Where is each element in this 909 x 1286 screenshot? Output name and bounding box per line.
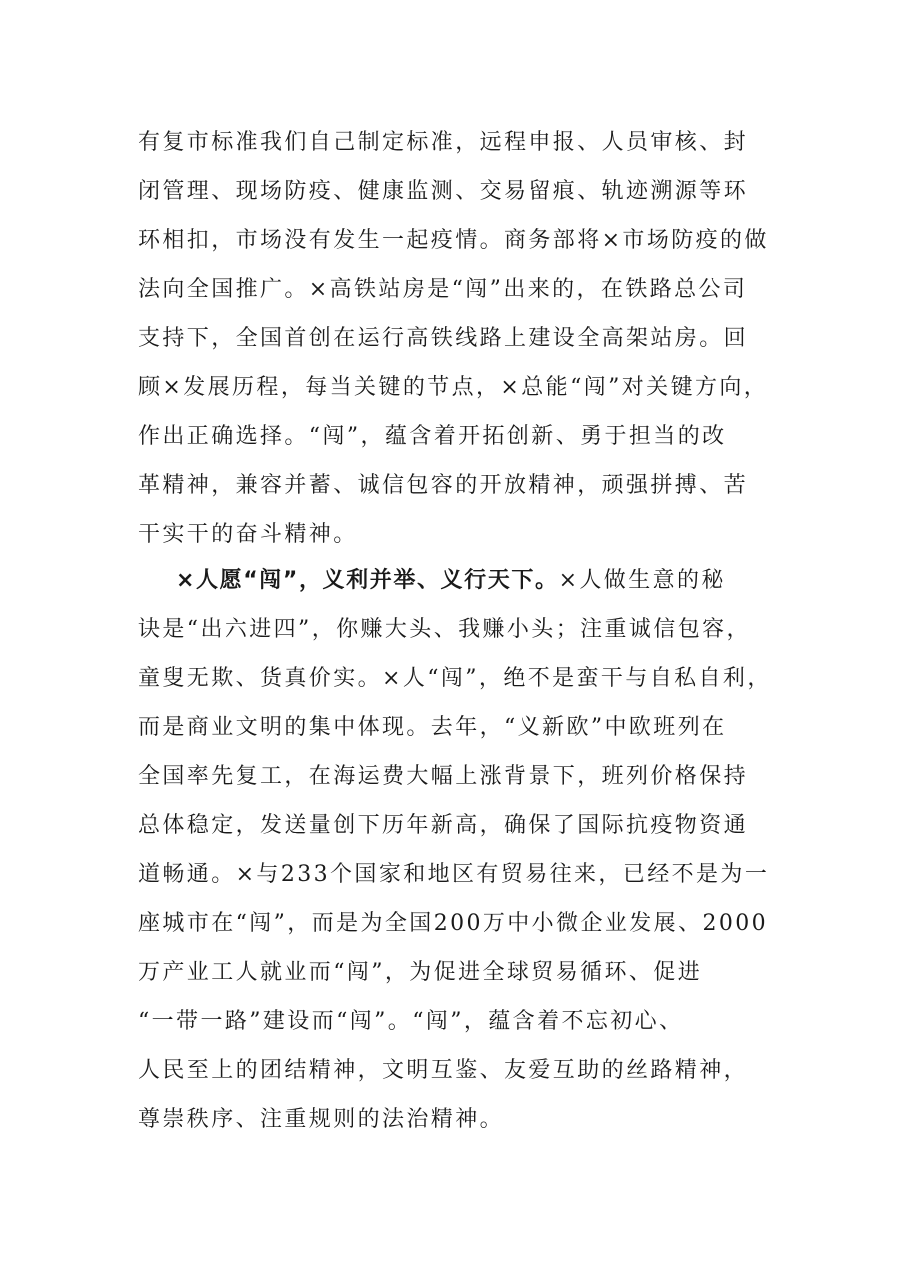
text-span: ×人做生意的秘 [558, 568, 726, 593]
text-line: 座城市在“闯”，而是为全国200万中小微企业发展、2000 [138, 911, 769, 936]
text-line: 干实干的奋斗精神。 [138, 522, 358, 547]
text-line: 环相扣，市场没有发生一起疫情。商务部将×市场防疫的做 [138, 228, 769, 253]
paragraph-first-line [176, 566, 726, 596]
text-line: 法向全国推广。×高铁站房是“闯”出来的，在铁路总公司 [138, 277, 748, 302]
text-line: 作出正确选择。“闯”，蕴含着开拓创新、勇于担当的改 [138, 424, 727, 449]
text-line: “一带一路”建设而“闯”。“闯”，蕴含着不忘初心、 [138, 1009, 684, 1034]
text-line: 道畅通。×与233个国家和地区有贸易往来，已经不是为一 [138, 862, 770, 887]
text-line: 总体稳定，发送量创下历年新高，确保了国际抗疫物资通 [138, 813, 749, 838]
text-line: 全国率先复工，在海运费大幅上涨背景下，班列价格保持 [138, 764, 749, 789]
text-line: 诀是“出六进四”，你赚大头、我赚小头；注重诚信包容， [138, 617, 751, 642]
text-line: 而是商业文明的集中体现。去年，“义新欧”中欧班列在 [138, 715, 727, 740]
text-line: 童叟无欺、货真价实。×人“闯”，绝不是蛮干与自私自利， [138, 666, 772, 691]
text-line: 尊崇秩序、注重规则的法治精神。 [138, 1107, 505, 1132]
paragraph-heading: ×人愿“闯”，义利并举、义行天下。 [176, 568, 559, 593]
text-line: 革精神，兼容并蓄、诚信包容的开放精神，顽强拼搏、苦 [138, 473, 749, 498]
text-line: 闭管理、现场防疫、健康监测、交易留痕、轨迹溯源等环 [138, 179, 749, 204]
text-line: 支持下，全国首创在运行高铁线路上建设全高架站房。回 [138, 326, 749, 351]
text-line: 顾×发展历程，每当关键的节点，×总能“闯”对关键方向， [138, 375, 769, 400]
text-line: 人民至上的团结精神，文明互鉴、友爱互助的丝路精神， [138, 1058, 749, 1083]
text-line: 有复市标准我们自己制定标准，远程申报、人员审核、封 [138, 130, 749, 155]
text-line: 万产业工人就业而“闯”，为促进全球贸易循环、促进 [138, 960, 703, 985]
